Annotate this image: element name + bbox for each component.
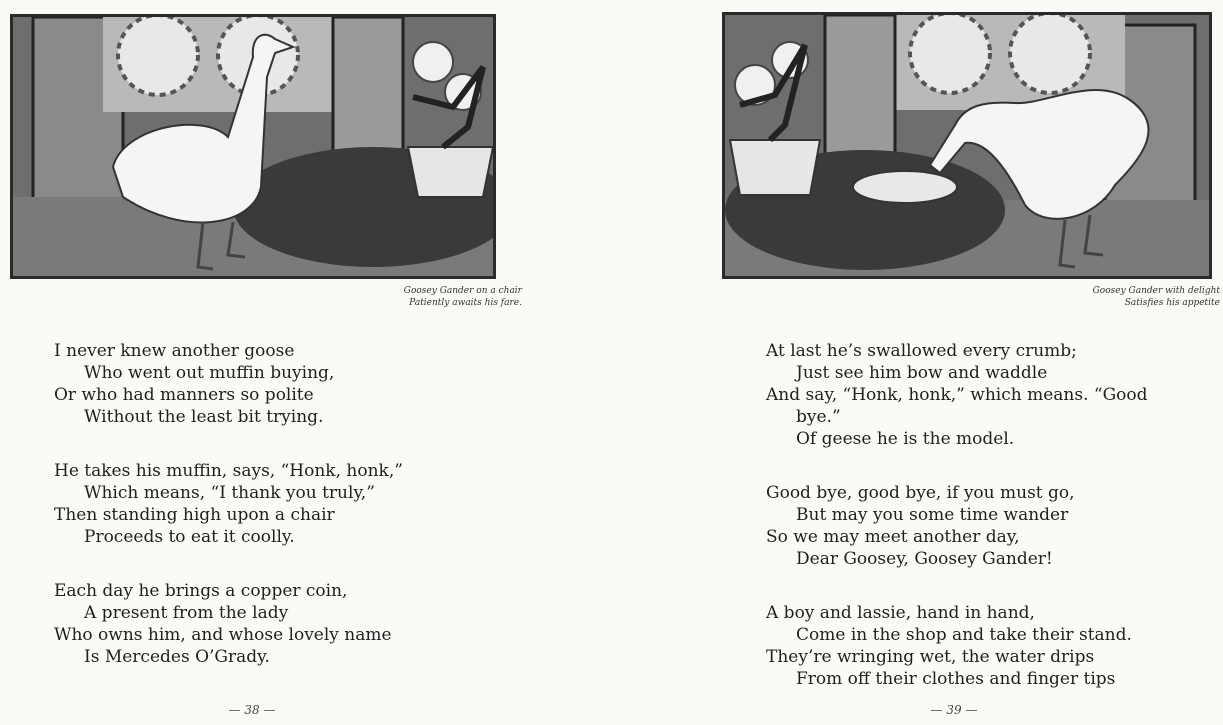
- poem-line: Without the least bit trying.: [84, 407, 324, 427]
- poem-line: Then standing high upon a chair: [54, 505, 335, 525]
- page-number: — 38 —: [228, 703, 276, 717]
- poem-line: They’re wringing wet, the water drips: [766, 647, 1095, 667]
- poem-line: And say, “Honk, honk,” which means. “Good: [766, 385, 1148, 405]
- poem-line: Just see him bow and waddle: [796, 363, 1048, 383]
- page-number: — 39 —: [930, 703, 978, 717]
- left-page: [0, 0, 610, 725]
- stanza: [766, 340, 1206, 450]
- poem-line: But may you some time wander: [796, 505, 1069, 525]
- stanza: [54, 580, 474, 668]
- poem-line: Or who had manners so polite: [54, 385, 314, 405]
- poem-line: So we may meet another day,: [766, 527, 1020, 547]
- illustration-caption: Goosey Gander on a chair Patiently awaits his fare.: [403, 286, 522, 308]
- poem-line: Who owns him, and whose lovely name: [54, 625, 392, 645]
- stanza: [766, 602, 1206, 690]
- poem-line: Is Mercedes O’Grady.: [84, 647, 270, 667]
- poem-line: I never knew another goose: [54, 341, 295, 361]
- poem-line: Which means, “I thank you truly,”: [84, 483, 375, 503]
- poem-line: Dear Goosey, Goosey Gander!: [796, 549, 1053, 569]
- stanza: [54, 460, 474, 548]
- stanza: [54, 340, 474, 428]
- goose-on-chair-illustration: [10, 14, 496, 279]
- illustration-caption: Goosey Gander with delight Satisfies his appetite: [1092, 286, 1220, 308]
- poem-line: At last he’s swallowed every crumb;: [766, 341, 1077, 361]
- poem-line: Come in the shop and take their stand.: [796, 625, 1132, 645]
- poem-line: Of geese he is the model.: [796, 429, 1015, 449]
- poem-line: Proceeds to eat it coolly.: [84, 527, 295, 547]
- poem-text: [54, 340, 474, 700]
- poem-line: Who went out muffin buying,: [84, 363, 335, 383]
- poem-line: He takes his muffin, says, “Honk, honk,”: [54, 461, 403, 481]
- poem-line: A boy and lassie, hand in hand,: [766, 603, 1035, 623]
- poem-line: From off their clothes and finger tips: [796, 669, 1116, 689]
- poem-text: [766, 340, 1206, 722]
- poem-line: A present from the lady: [84, 603, 289, 623]
- goose-eating-illustration: [722, 12, 1212, 279]
- poem-line: bye.”: [796, 407, 841, 427]
- poem-line: Good bye, good bye, if you must go,: [766, 483, 1075, 503]
- poem-line: Each day he brings a copper coin,: [54, 581, 348, 601]
- stanza: [766, 482, 1206, 570]
- right-page: [612, 0, 1223, 725]
